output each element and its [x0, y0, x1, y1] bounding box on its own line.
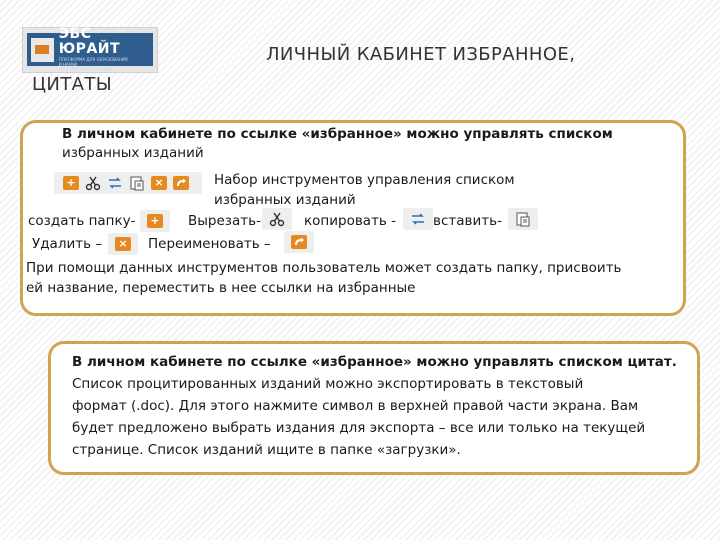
- paste-icon: [128, 174, 146, 192]
- toolset-line1: Набор инструментов управления списком: [214, 172, 515, 188]
- copy-icon: [106, 174, 124, 192]
- rename-icon: [284, 231, 314, 253]
- logo-text: ЭБС ЮРАЙТ: [58, 26, 121, 57]
- toolset-line2: избранных изданий: [214, 192, 356, 208]
- delete-icon: ×: [150, 174, 168, 192]
- rename-label: Переименовать –: [148, 236, 271, 252]
- delete-label: Удалить –: [32, 236, 103, 252]
- copy-label: копировать -: [304, 213, 397, 229]
- delete-icon: ×: [108, 233, 138, 255]
- book-icon: [31, 38, 54, 62]
- box2-line2: Список процитированных изданий можно экспортировать в текстовый: [72, 376, 584, 392]
- box2-line4: будет предложено выбрать издания для экспорта – все или только на текущей: [72, 420, 646, 436]
- box2-line1: В личном кабинете по ссылке «избранное» можно управлять списком цитат.: [72, 354, 677, 370]
- usage-line2: ей название, переместить в нее ссылки на избранные: [26, 280, 416, 296]
- create-folder-label: создать папку-: [28, 213, 136, 229]
- toolbar-preview: [54, 172, 202, 194]
- scissors-icon: [84, 174, 102, 192]
- logo-banner: [27, 26, 153, 72]
- logo-subtitle: ПЛАТФОРМА ДЛЯ ОБРАЗОВАНИЯ И НАУКИ ОТ ИЗДАТЕЛЬСТВА ЮРАЙТ: [58, 57, 128, 72]
- logo: [22, 27, 158, 73]
- page-title: ЛИЧНЫЙ КАБИНЕТ ИЗБРАННОЕ,: [266, 44, 576, 65]
- copy-icon: [403, 208, 433, 230]
- box2-line3: формат (.doc). Для этого нажмите символ в верхней правой части экрана. Вам: [72, 398, 639, 414]
- usage-line1: При помощи данных инструментов пользователь может создать папку, присвоить: [26, 260, 622, 276]
- box2-line5: странице. Список изданий ищите в папке «загрузки».: [72, 442, 461, 458]
- paste-icon: [508, 208, 538, 230]
- page-title-continued: ЦИТАТЫ: [32, 74, 113, 95]
- rename-icon: [172, 174, 190, 192]
- box1-intro-line1: В личном кабинете по ссылке «избранное» можно управлять списком: [62, 126, 613, 142]
- add-folder-icon: +: [62, 174, 80, 192]
- paste-label: вставить-: [433, 213, 502, 229]
- add-folder-icon: +: [140, 210, 170, 232]
- scissors-icon: [262, 208, 292, 230]
- box1-intro-line2: избранных изданий: [62, 145, 204, 161]
- cut-label: Вырезать-: [188, 213, 261, 229]
